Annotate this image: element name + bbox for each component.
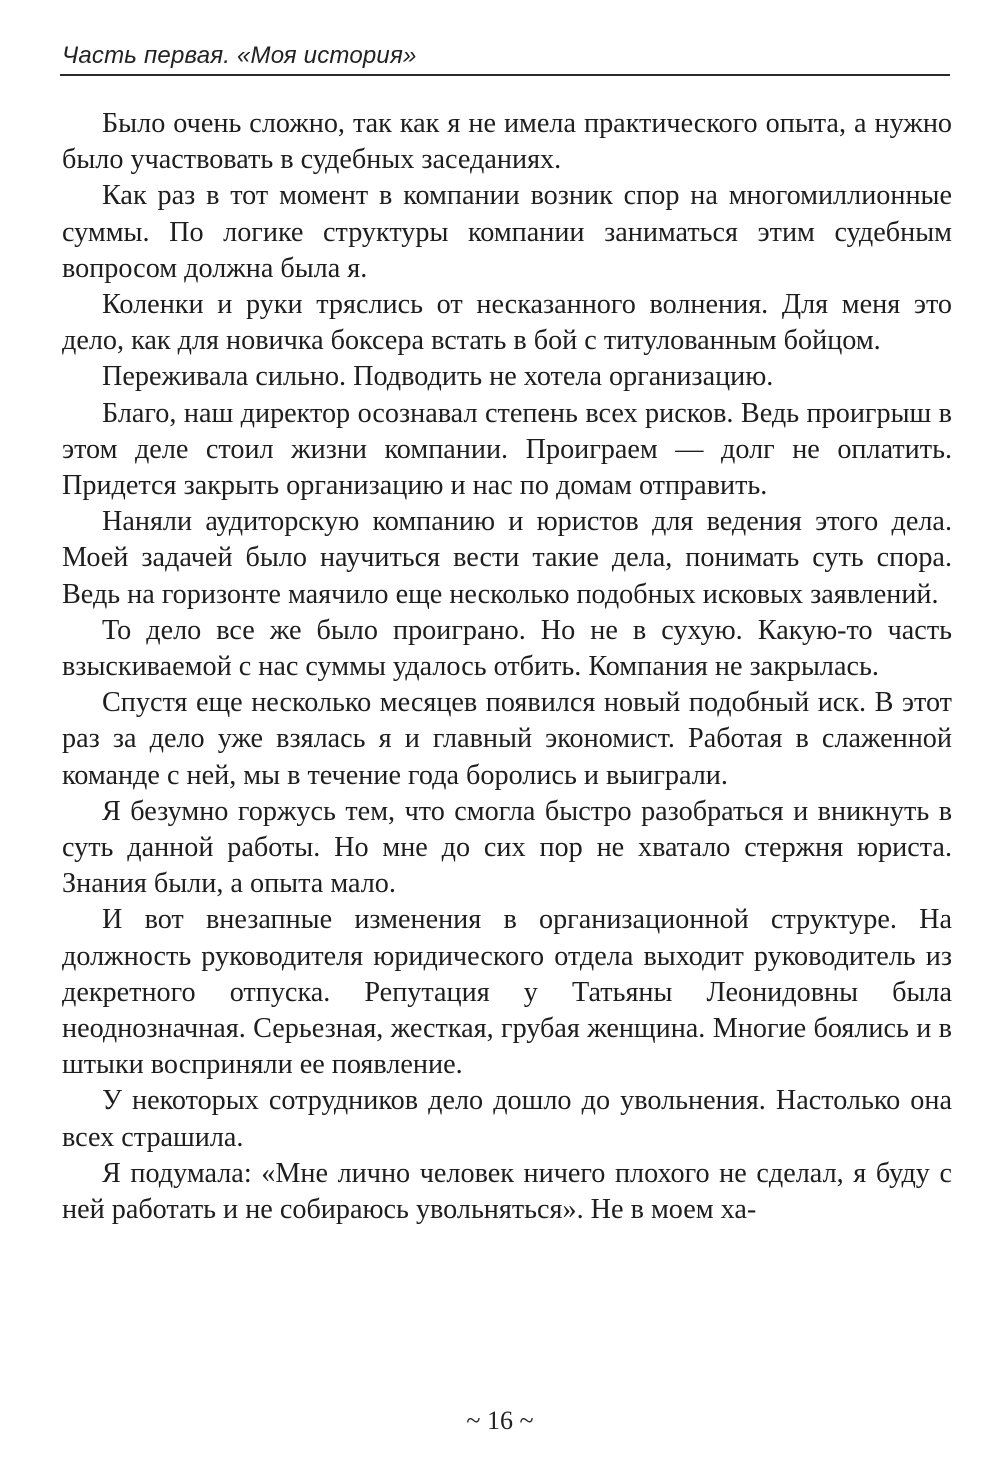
paragraph: И вот внезапные изменения в организационной структуре. На должность руководителя юридического отдела выходит руководитель из декретного отпуска. Репутация у Татьяны Леонидовны была неоднозначная. Серьезная, жесткая, грубая женщина. Многие боялись и в штыки восприняли ее появление. (62, 904, 952, 1081)
paragraph: Благо, наш директор осознавал степень всех рисков. Ведь проигрыш в этом деле стоил жизни компании. Проиграем — долг не оплатить. Придется закрыть организацию и нас по домам отправить. (62, 397, 952, 502)
paragraph: То дело все же было проиграно. Но не в сухую. Какую-то часть взыскиваемой с нас суммы удалось отбить. Компания не закрылась. (62, 614, 952, 683)
body-text (62, 106, 952, 1228)
paragraph: Я безумно горжусь тем, что смогла быстро разобраться и вникнуть в суть данной работы. Но мне до сих пор не хватало стержня юриста. Знания были, а опыта мало. (62, 795, 952, 900)
paragraph: Переживала сильно. Подводить не хотела организацию. (102, 361, 774, 393)
paragraph: Спустя еще несколько месяцев появился новый подобный иск. В этот раз за дело уже взялась я и главный экономист. Работая в слаженной команде с ней, мы в течение года боролись и выиграли. (62, 687, 952, 791)
paragraph: Наняли аудиторскую компанию и юристов для ведения этого дела. Моей задачей было научиться вести такие дела, понимать суть спора. Ведь на горизонте маячило еще несколько подобных исковых заявлений. (62, 506, 952, 610)
paragraph: Я подумала: «Мне лично человек ничего плохого не сделал, я буду с ней работать и не собираюсь увольняться». Не в моем ха- (62, 1157, 952, 1226)
paragraph: Было очень сложно, так как я не имела практического опыта, а нужно было участвовать в судебных заседаниях. (62, 108, 952, 176)
paragraph: Как раз в тот момент в компании возник спор на многомиллионные суммы. По логике структуры компании заниматься этим судебным вопросом должна была я. (62, 180, 952, 284)
paragraph: Коленки и руки тряслись от несказанного волнения. Для меня это дело, как для новичка боксера встать в бой с титулованным бойцом. (62, 289, 952, 357)
running-head-title: Часть первая. «Моя история» (62, 42, 417, 69)
paragraph: У некоторых сотрудников дело дошло до увольнения. Настолько она всех страшила. (62, 1085, 952, 1153)
page-number: ~ 16 ~ (466, 1406, 534, 1435)
running-head (60, 40, 950, 76)
